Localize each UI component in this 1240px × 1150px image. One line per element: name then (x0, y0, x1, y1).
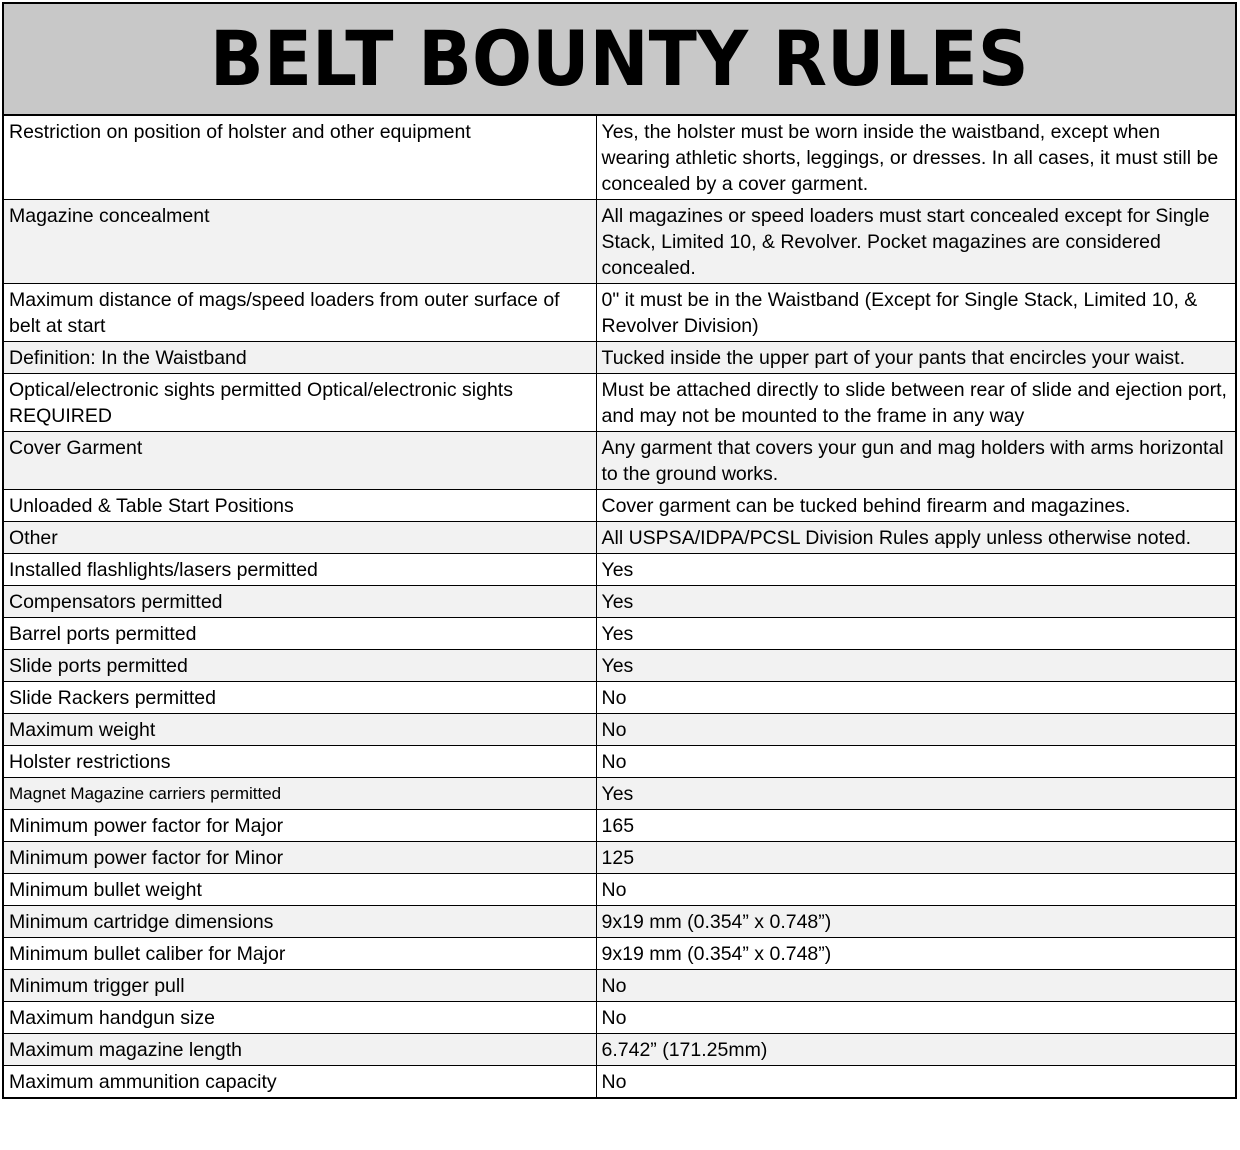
rule-label: Holster restrictions (4, 746, 596, 778)
rule-label: Magnet Magazine carriers permitted (4, 778, 596, 810)
rule-label: Maximum weight (4, 714, 596, 746)
rule-value: 0" it must be in the Waistband (Except for Single Stack, Limited 10, & Revolver Division) (596, 284, 1235, 342)
rule-label: Compensators permitted (4, 586, 596, 618)
rule-label: Minimum trigger pull (4, 970, 596, 1002)
rule-row (4, 490, 1235, 522)
rule-row (4, 618, 1235, 650)
rule-value: All USPSA/IDPA/PCSL Division Rules apply unless otherwise noted. (596, 522, 1235, 554)
rule-row (4, 1034, 1235, 1066)
rule-label: Maximum handgun size (4, 1002, 596, 1034)
rule-row (4, 554, 1235, 586)
rule-value: 6.742” (171.25mm) (596, 1034, 1235, 1066)
rule-label: Minimum power factor for Major (4, 810, 596, 842)
rule-value: Yes (596, 554, 1235, 586)
rule-row (4, 650, 1235, 682)
rule-label: Slide Rackers permitted (4, 682, 596, 714)
rule-row (4, 778, 1235, 810)
rule-row (4, 874, 1235, 906)
rule-row (4, 1066, 1235, 1098)
rule-row (4, 522, 1235, 554)
rule-label: Minimum bullet caliber for Major (4, 938, 596, 970)
rules-table (4, 116, 1235, 1097)
rule-value: Yes (596, 650, 1235, 682)
rules-table-body (4, 116, 1235, 1097)
rule-label: Slide ports permitted (4, 650, 596, 682)
rule-label: Barrel ports permitted (4, 618, 596, 650)
rule-value: Yes (596, 586, 1235, 618)
rule-label: Unloaded & Table Start Positions (4, 490, 596, 522)
rule-label: Optical/electronic sights permitted Optical/electronic sights REQUIRED (4, 374, 596, 432)
rule-value: All magazines or speed loaders must start concealed except for Single Stack, Limited 10, & Revolver. Pocket magazines are considered concealed. (596, 200, 1235, 284)
rule-value: No (596, 1002, 1235, 1034)
rule-label: Maximum distance of mags/speed loaders from outer surface of belt at start (4, 284, 596, 342)
rule-label: Minimum bullet weight (4, 874, 596, 906)
rule-row (4, 116, 1235, 200)
rule-row (4, 682, 1235, 714)
rule-value: 9x19 mm (0.354” x 0.748”) (596, 906, 1235, 938)
rule-row (4, 284, 1235, 342)
rule-label: Maximum ammunition capacity (4, 1066, 596, 1098)
rule-label: Definition: In the Waistband (4, 342, 596, 374)
rule-row (4, 842, 1235, 874)
rule-value: 165 (596, 810, 1235, 842)
rule-value: Yes (596, 778, 1235, 810)
rule-label: Cover Garment (4, 432, 596, 490)
rule-label: Minimum cartridge dimensions (4, 906, 596, 938)
rule-row (4, 432, 1235, 490)
title-banner (4, 4, 1235, 116)
rule-row (4, 938, 1235, 970)
rule-value: 125 (596, 842, 1235, 874)
rules-sheet (2, 2, 1237, 1099)
rule-value: Tucked inside the upper part of your pants that encircles your waist. (596, 342, 1235, 374)
rule-row (4, 586, 1235, 618)
rule-value: No (596, 874, 1235, 906)
rule-label: Restriction on position of holster and other equipment (4, 116, 596, 200)
rule-value: No (596, 1066, 1235, 1098)
rule-value: Yes, the holster must be worn inside the waistband, except when wearing athletic shorts, leggings, or dresses. In all cases, it must still be concealed by a cover garment. (596, 116, 1235, 200)
rule-row (4, 200, 1235, 284)
rule-value: Must be attached directly to slide between rear of slide and ejection port, and may not be mounted to the frame in any way (596, 374, 1235, 432)
rule-row (4, 714, 1235, 746)
rule-value: No (596, 682, 1235, 714)
rule-label: Maximum magazine length (4, 1034, 596, 1066)
rule-row (4, 970, 1235, 1002)
rule-value: 9x19 mm (0.354” x 0.748”) (596, 938, 1235, 970)
rule-value: No (596, 714, 1235, 746)
rule-row (4, 810, 1235, 842)
rule-value: Yes (596, 618, 1235, 650)
rule-row (4, 342, 1235, 374)
rule-row (4, 374, 1235, 432)
rule-label: Installed flashlights/lasers permitted (4, 554, 596, 586)
rule-row (4, 746, 1235, 778)
rule-label: Other (4, 522, 596, 554)
rule-row (4, 1002, 1235, 1034)
page-title: BELT BOUNTY RULES (210, 14, 1029, 103)
rule-label: Magazine concealment (4, 200, 596, 284)
rule-value: Cover garment can be tucked behind firearm and magazines. (596, 490, 1235, 522)
rule-value: Any garment that covers your gun and mag holders with arms horizontal to the ground works. (596, 432, 1235, 490)
rule-value: No (596, 970, 1235, 1002)
rule-label: Minimum power factor for Minor (4, 842, 596, 874)
rule-value: No (596, 746, 1235, 778)
rule-row (4, 906, 1235, 938)
